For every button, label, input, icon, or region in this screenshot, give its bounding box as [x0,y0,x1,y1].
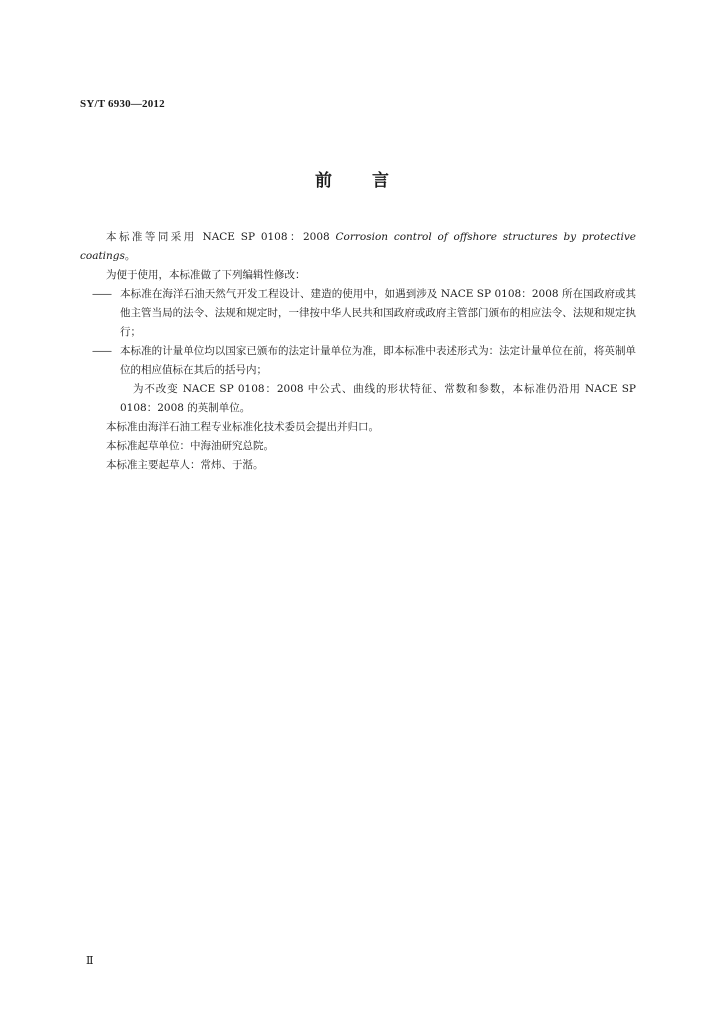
list-item-units-text: 本标准的计量单位均以国家已颁布的法定计量单位为准，即本标准中表述形式为：法定计量单位在前，将英制单位的相应值标在其后的括号内； [120,345,636,376]
list-item-law [80,285,636,342]
page-number: Ⅱ [86,955,94,967]
list-dash: —— [92,345,111,357]
paragraph-edit-intro: 为便于使用，本标准做了下列编辑性修改： [106,269,306,281]
foreword-body [80,228,636,475]
list-item-units [80,342,636,380]
list-item-law-text: 本标准在海洋石油天然气开发工程设计、建造的使用中，如遇到涉及 NACE SP 0108：2008 所在国政府或其他主管当局的法令、法规和规定时，一律按中华人民共和国政府或政府主管部门颁布的相应法令、法规和规定执行； [120,288,636,338]
title-char-2: 言 [372,171,389,191]
list-item-units-sub: 为不改变 NACE SP 0108：2008 中公式、曲线的形状特征、常数和参数，本标准仍沿用 NACE SP 0108：2008 的英制单位。 [120,383,636,414]
adoption-suffix: 。 [124,250,136,262]
standard-code: SY/T 6930—2012 [80,98,165,110]
adoption-prefix: 本标准等同采用 NACE SP 0108：2008 [106,231,336,243]
paragraph-adoption [80,228,636,266]
adopted-standard-title: Corrosion control of offshore structures by protective coatings [80,231,636,262]
paragraph-drafters: 本标准主要起草人：常炜、于湉。 [106,459,264,471]
page-title [0,166,704,191]
paragraph-drafting-unit: 本标准起草单位：中海油研究总院。 [106,440,274,452]
paragraph-committee: 本标准由海洋石油工程专业标准化技术委员会提出并归口。 [106,421,379,433]
title-char-1: 前 [315,171,332,191]
list-dash: —— [92,288,111,300]
